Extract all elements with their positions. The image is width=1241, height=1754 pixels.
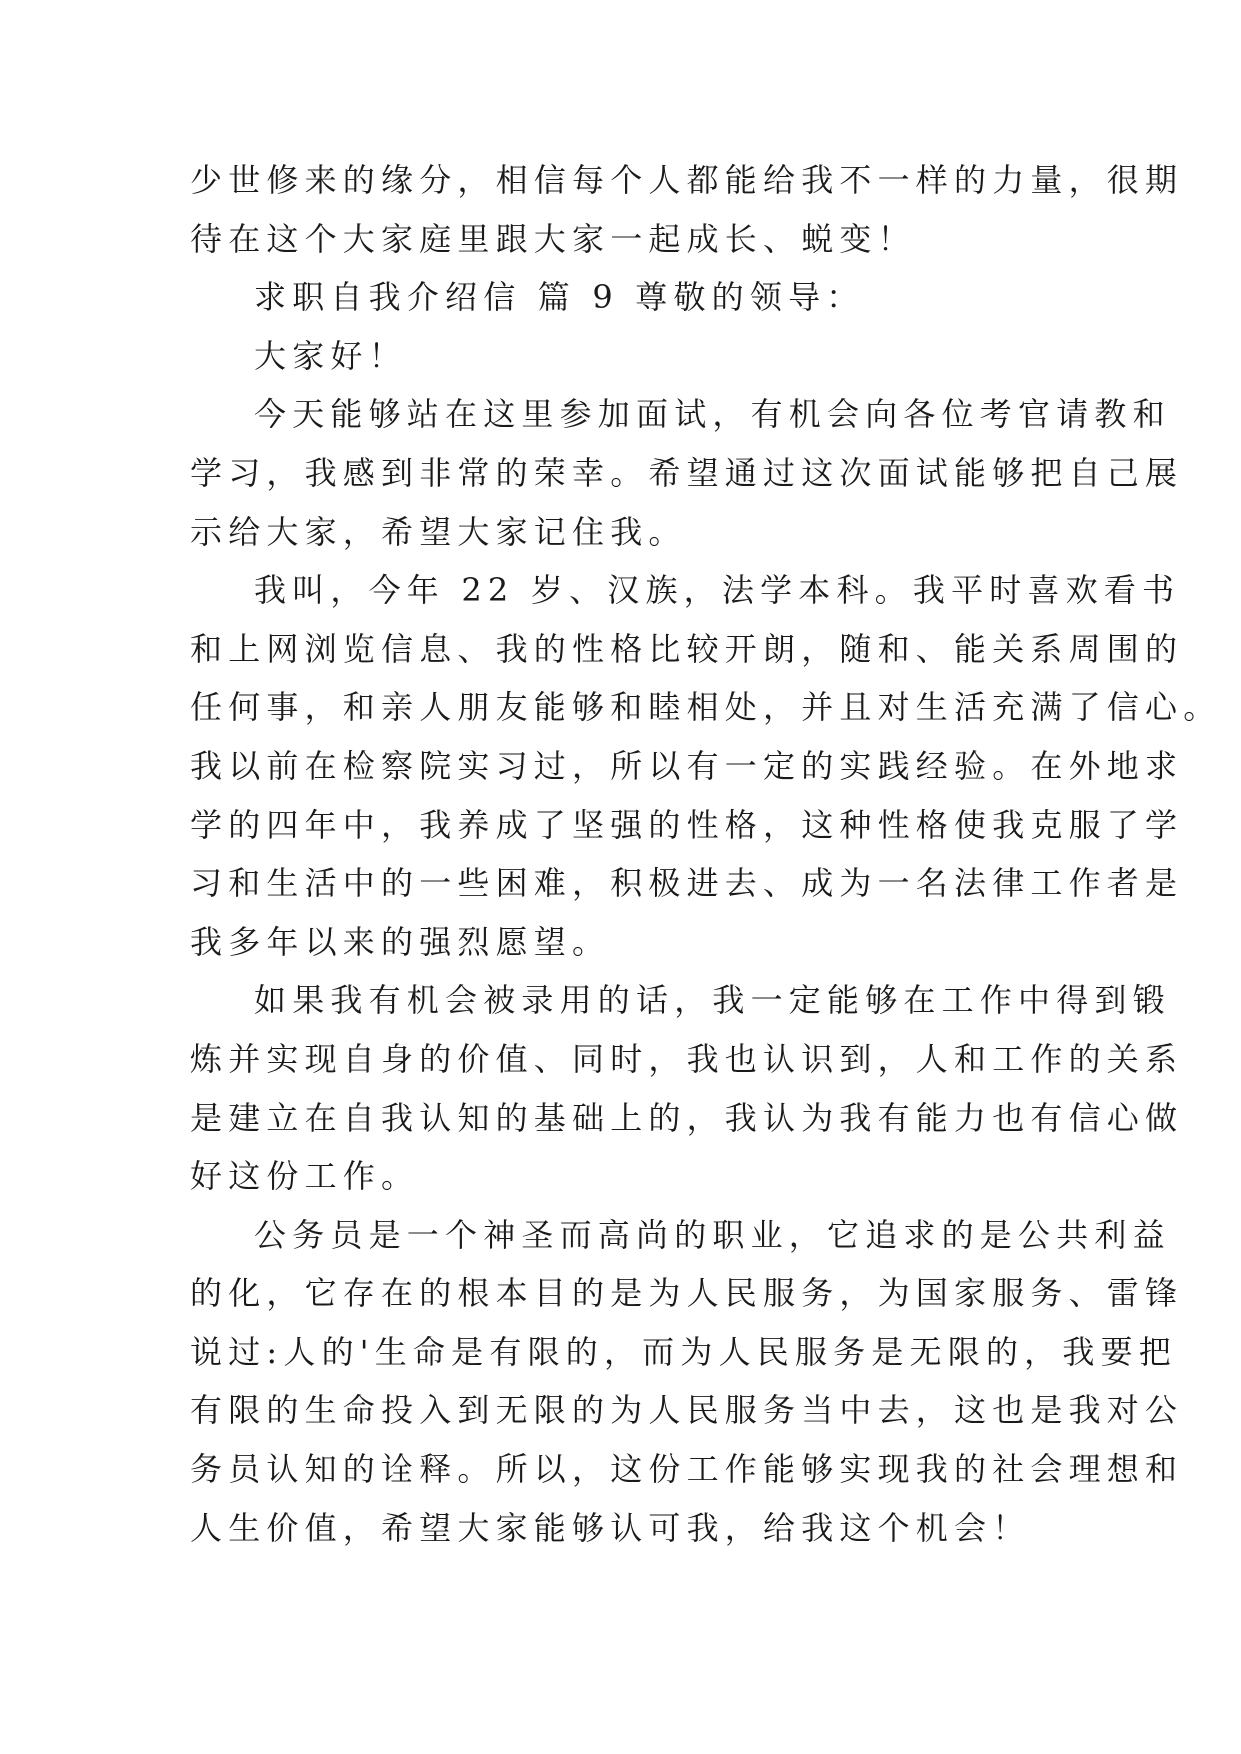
text-line: 学习，我感到非常的荣幸。希望通过这次面试能够把自己展 xyxy=(190,453,1184,492)
text-line: 今天能够站在这里参加面试，有机会向各位考官请教和 xyxy=(254,395,1171,434)
text-line: 务员认知的诠释。所以，这份工作能够实现我的社会理想和 xyxy=(190,1450,1184,1489)
text-line: 人生价值，希望大家能够认可我，给我这个机会！ xyxy=(190,1508,1031,1547)
document-body xyxy=(190,151,1222,1557)
text-line: 有限的生命投入到无限的为人民服务当中去，这也是我对公 xyxy=(190,1391,1184,1430)
text-line: 是建立在自我认知的基础上的，我认为我有能力也有信心做 xyxy=(190,1098,1184,1137)
text-line: 我以前在检察院实习过，所以有一定的实践经验。在外地求 xyxy=(190,746,1184,785)
text-line: 的化，它存在的根本目的是为人民服务，为国家服务、雷锋 xyxy=(190,1274,1184,1313)
text-line: 炼并实现自身的价值、同时，我也认识到，人和工作的关系 xyxy=(190,1039,1184,1078)
text-line: 如果我有机会被录用的话，我一定能够在工作中得到锻 xyxy=(254,981,1171,1020)
text-line: 和上网浏览信息、我的性格比较开朗，随和、能关系周围的 xyxy=(190,629,1184,668)
text-line: 我多年以来的强烈愿望。 xyxy=(190,922,611,961)
text-line: 习和生活中的一些困难，积极进去、成为一名法律工作者是 xyxy=(190,864,1184,903)
text-line: 学的四年中，我养成了坚强的性格，这种性格使我克服了学 xyxy=(190,805,1184,844)
text-line: 说过:人的'生命是有限的，而为人民服务是无限的，我要把 xyxy=(190,1332,1177,1371)
text-line: 任何事，和亲人朋友能够和睦相处，并且对生活充满了信心。 xyxy=(190,688,1222,727)
text-line: 示给大家，希望大家记住我。 xyxy=(190,512,687,551)
text-line: 好这份工作。 xyxy=(190,1157,420,1196)
text-line: 我叫，今年 22 岁、汉族，法学本科。我平时喜欢看书 xyxy=(254,571,1181,610)
text-line: 少世修来的缘分，相信每个人都能给我不一样的力量，很期 xyxy=(190,161,1184,199)
text-line: 公务员是一个神圣而高尚的职业，它追求的是公共利益 xyxy=(254,1215,1171,1254)
text-line: 待在这个大家庭里跟大家一起成长、蜕变！ xyxy=(190,219,916,258)
section-heading: 求职自我介绍信 篇 9 尊敬的领导： xyxy=(254,278,865,317)
greeting-line: 大家好！ xyxy=(254,336,407,375)
